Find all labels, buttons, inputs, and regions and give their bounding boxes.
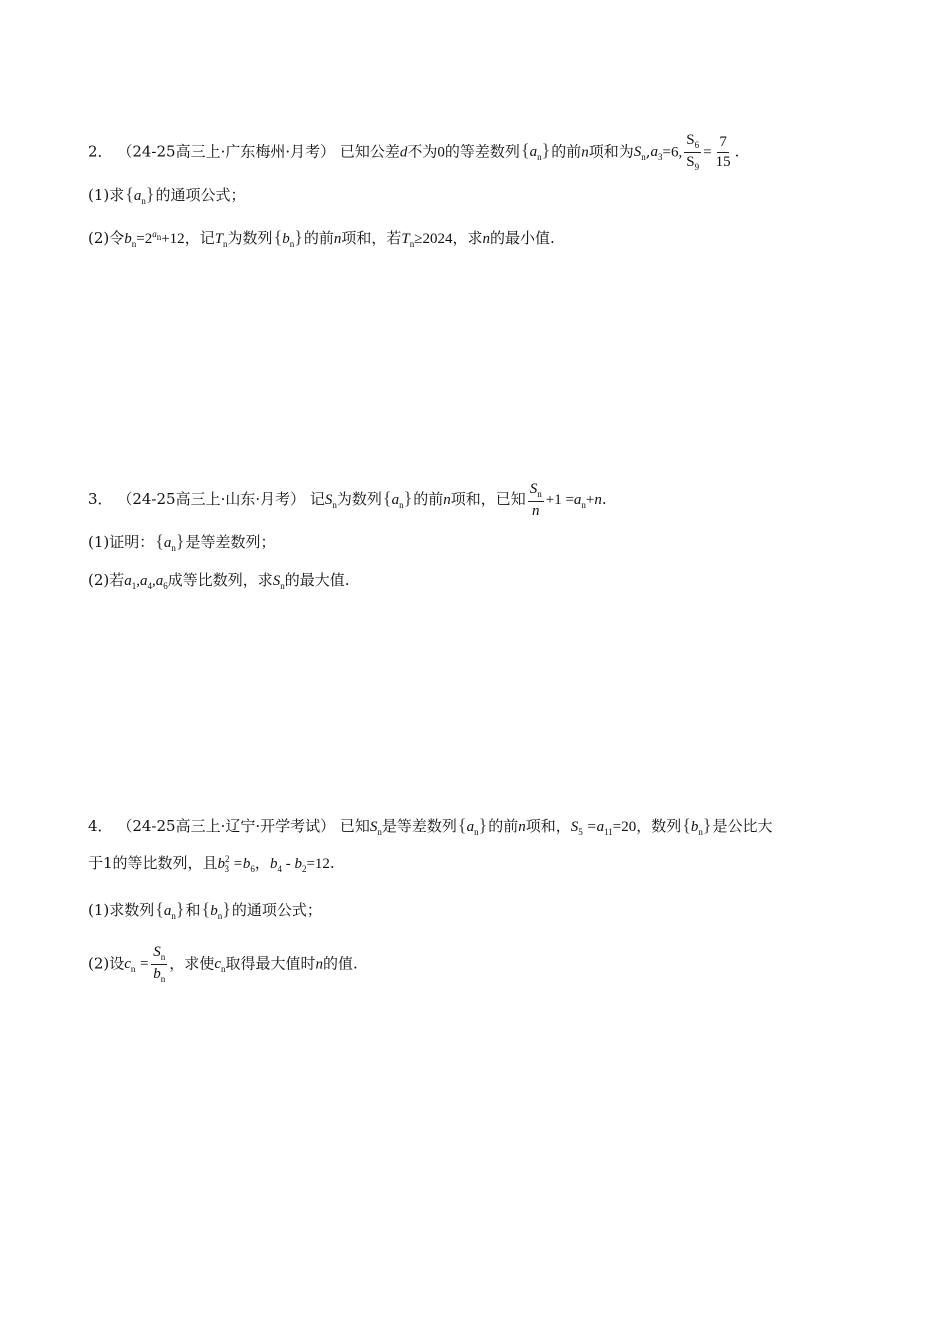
- problem-number: 3．: [88, 490, 113, 509]
- problem-4-part-1: (1)求数列$\{a_n\}$和$\{b_n\}$的通项公式；: [88, 899, 322, 921]
- problem-number: 4．: [88, 817, 113, 835]
- problem-source: （24-25高三上·辽宁·开学考试）: [117, 817, 336, 835]
- sequence-a-n: $\{a_n\}$: [382, 488, 413, 511]
- fraction-sn-n: $\frac{S_n}{n}$: [529, 481, 542, 519]
- problem-4-statement-cont: 于1的等比数列，且$b^2_3 =b_6$，$b_4 - b_2=12$.: [88, 854, 335, 874]
- sequence-b-n: $\{b_n\}$: [273, 227, 303, 249]
- problem-2-part-1: (1)求$\{a_n\}$的通项公式；: [88, 184, 246, 206]
- problem-number: 2．: [88, 142, 113, 161]
- sequence-b-n: $\{b_n\}$: [201, 899, 231, 921]
- s-n: $S_n$: [633, 144, 646, 163]
- problem-3-part-1: (1)证明：$\{a_n\}$是等差数列；: [88, 531, 276, 553]
- problem-source: （24-25高三上·山东·月考）: [117, 490, 306, 509]
- fraction-7-15: $\frac{7}{15}$: [715, 134, 731, 170]
- sequence-a-n: $\{a_n\}$: [155, 899, 185, 921]
- problem-source: （24-25高三上·广东梅州·月考）: [117, 142, 336, 161]
- problem-3-part-2: (2)若$a_1,a_4,a_6$成等比数列，求$S_n$的最大值.: [88, 571, 350, 591]
- problem-3-statement: 3． （24-25高三上·山东·月考） 记$S_n$为数列$\{a_n\}$的前n项和，已知 $\frac{S_n}{n}$ $+1 =a_n+n$.: [88, 481, 607, 519]
- problem-2-part-2: (2)令$b_n=2^{a_n}+12$，记$T_n$为数列$\{b_n\}$的前n项和，若$T_n\ge 2024$，求n的最小值.: [88, 227, 555, 249]
- fraction-s6-s9: $\frac{S_6}{S_9}$: [686, 132, 700, 172]
- problem-4-part-2: (2)设$c_n$ = $\frac{S_n}{b_n}$ ，求使$c_n$取得最大值时n的值.: [88, 944, 358, 984]
- problem-2-statement: 2． （24-25高三上·广东梅州·月考） 已知公差d不为0的等差数列$\{a_n\}$的前n项和为$S_n,a_3=6$, $\frac{S_6}{S_9}$ = $\frac{7}{15}$ .: [88, 132, 740, 172]
- problem-4-statement: 4． （24-25高三上·辽宁·开学考试） 已知$S_n$是等差数列$\{a_n\}$的前n项和，$S_5 =a_{11}=20$，数列$\{b_n\}$是公比大: [88, 815, 773, 837]
- fraction-sn-bn: $\frac{S_n}{b_n}$: [153, 944, 166, 984]
- sequence-a-n: $\{a_n\}$: [457, 815, 488, 837]
- sequence-a-n: $\{a_n\}$: [155, 531, 185, 553]
- sequence-a-n: $\{a_n\}$: [125, 184, 155, 206]
- sequence-a-n: $\{a_n\}$: [520, 140, 551, 163]
- sequence-b-n: $\{b_n\}$: [682, 815, 712, 837]
